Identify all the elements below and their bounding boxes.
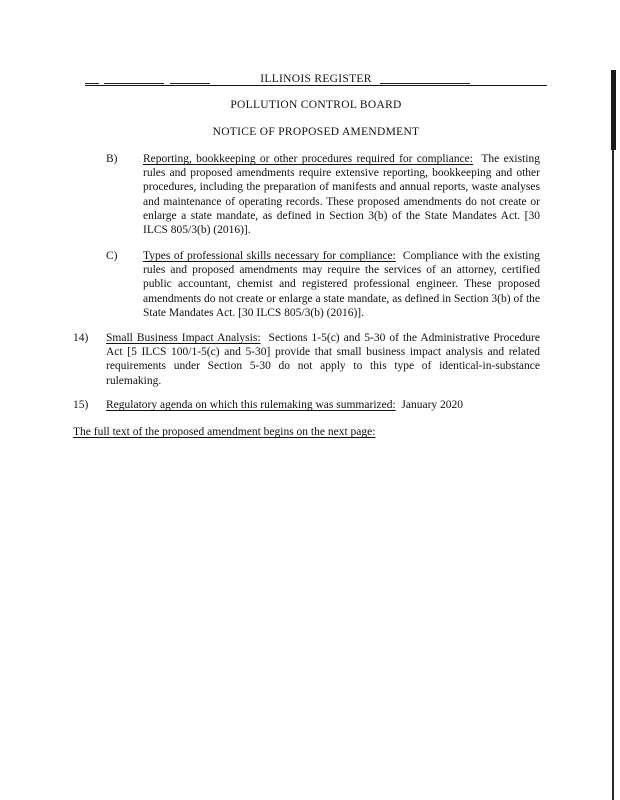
register-title: ILLINOIS REGISTER: [260, 73, 372, 85]
item-14-label: 14): [73, 332, 89, 344]
item-c-label: C): [106, 250, 118, 262]
item-c-body: Compliance with the existing rules and proposed amendments may require the services of an attorney, certified public accountant, chemist and registered professional engineer. These proposed amendments do not create or enlarge a state mandate, as defined in Section 3(b) of the State Mandates Act. [30 ILCS 805/3(b) (2016)].: [143, 250, 540, 319]
item-15-paragraph: [106, 398, 540, 412]
item-14-body: Sections 1-5(c) and 5-30 of the Administrative Procedure Act [5 ILCS 100/1-5(c) and 5-30] provide that small business impact analysis and related requirements under Section 5-30 do not apply to this type of identical-in-substance rulemaking.: [106, 332, 540, 387]
notice-title: NOTICE OF PROPOSED AMENDMENT: [212, 126, 420, 138]
item-b-body: The existing rules and proposed amendments require extensive reporting, bookkeeping and other procedures, including the preparation of manifests and annual reports, waste analyses and maintenance of operating records. These proposed amendments do not create or enlarge a state mandate, as defined in Section 3(b) of the State Mandates Act. [30 ILCS 805/3(b) (2016)].: [143, 153, 540, 237]
item-15-body: January 2020: [401, 399, 464, 411]
scan-edge-line: [612, 150, 614, 800]
scan-edge-mark: [611, 70, 616, 150]
item-b-paragraph: [143, 152, 540, 237]
agency-title: POLLUTION CONTROL BOARD: [230, 99, 402, 111]
item-14-paragraph: [106, 331, 540, 388]
item-15-label: 15): [73, 399, 89, 411]
item-15-heading: Regulatory agenda on which this rulemaking was summarized:: [106, 399, 396, 411]
closing-line: [73, 425, 543, 439]
item-b-heading: Reporting, bookkeeping or other procedures required for compliance:: [143, 153, 473, 165]
item-c-paragraph: [143, 249, 540, 320]
item-c-heading: Types of professional skills necessary for compliance:: [143, 250, 396, 262]
closing-text: The full text of the proposed amendment begins on the next page:: [73, 426, 376, 438]
item-b-label: B): [106, 153, 118, 165]
item-14-heading: Small Business Impact Analysis:: [106, 332, 261, 344]
